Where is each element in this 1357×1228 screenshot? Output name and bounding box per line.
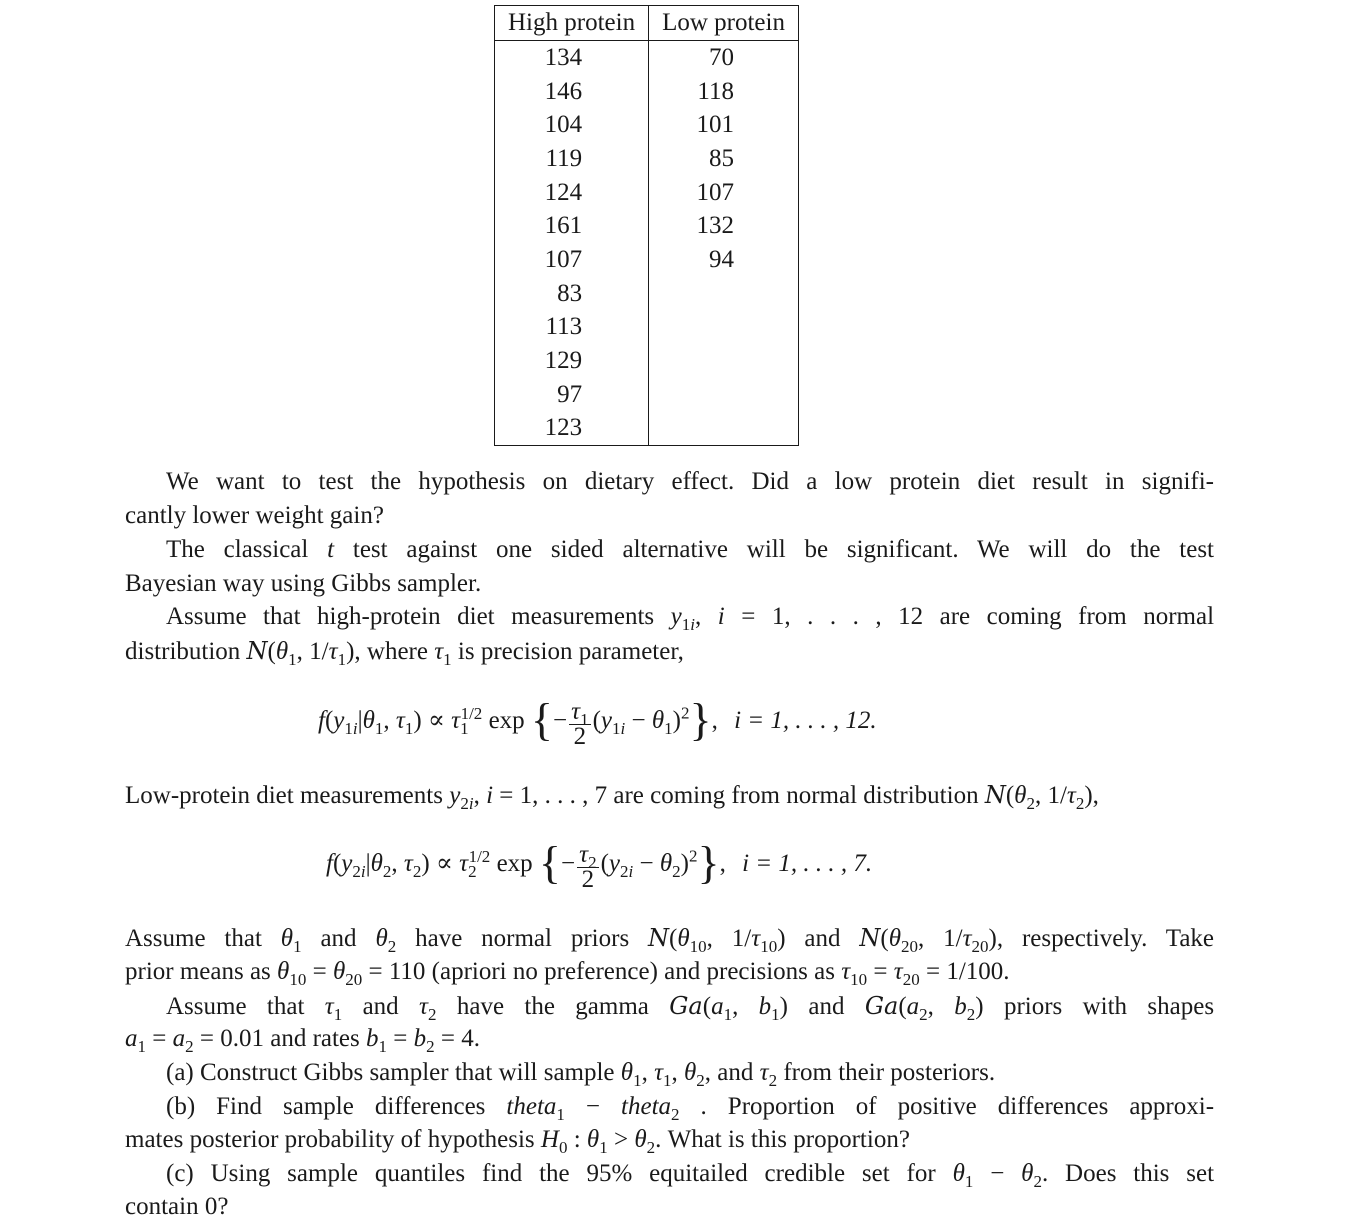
header-high-protein: High protein bbox=[495, 6, 649, 41]
table-row bbox=[495, 311, 799, 345]
table-row bbox=[495, 412, 799, 446]
cell-low-protein bbox=[649, 412, 799, 446]
cell-high-protein: 124 bbox=[495, 176, 649, 210]
cell-high-protein: 129 bbox=[495, 344, 649, 378]
table-row bbox=[495, 277, 799, 311]
paragraph-3-line-1: Assume that high-protein diet measurements $y_{1i}$, i = 1, . . . , 12 are coming from normal bbox=[166, 603, 1215, 634]
cell-high-protein: 161 bbox=[495, 209, 649, 243]
question-a: (a) Construct Gibbs sampler that will sample $\theta_1$, $\tau_1$, $\theta_2$, and $\tau_2$ from their posteriors. bbox=[166, 1059, 996, 1090]
table-header-row bbox=[495, 6, 799, 41]
cell-high-protein: 119 bbox=[495, 142, 649, 176]
paragraph-6-line-1: Assume that $\tau_1$ and $\tau_2$ have the gamma $Ga(a_1$, $b_1$) and $Ga(a_2$, $b_2$) priors with shapes bbox=[166, 992, 1215, 1024]
cell-high-protein: 123 bbox=[495, 412, 649, 446]
paragraph-1-line-2: cantly lower weight gain? bbox=[125, 502, 384, 529]
question-b-line-2: mates posterior probability of hypothesis $H_0$ : $\theta_1 > \theta_2$. What is this proportion? bbox=[125, 1126, 910, 1157]
paragraph-5-line-2: prior means as $\theta_{10} = \theta_{20} = 110$ (apriori no preference) and precisions as $\tau_{10} = \tau_{20} = 1/100$. bbox=[125, 958, 1010, 989]
cell-high-protein: 107 bbox=[495, 243, 649, 277]
cell-high-protein: 104 bbox=[495, 108, 649, 142]
data-table bbox=[494, 5, 799, 446]
table-row bbox=[495, 176, 799, 210]
cell-low-protein: 94 bbox=[649, 243, 799, 277]
cell-low-protein bbox=[649, 344, 799, 378]
equation-1: $f(y_{1i}|\theta_1$, $\tau_1) \propto \tau_1^{1/2}$ exp {− $\frac{\tau_1}{2}$ $(y_{1i} - \theta_1)^2$}, i = 1, . . . , 12. bbox=[318, 694, 877, 750]
cell-low-protein bbox=[649, 311, 799, 345]
cell-low-protein: 107 bbox=[649, 176, 799, 210]
cell-low-protein: 85 bbox=[649, 142, 799, 176]
cell-low-protein: 118 bbox=[649, 75, 799, 109]
question-c-line-2: contain 0? bbox=[125, 1193, 229, 1220]
equation-2-range: i = 1, . . . , 7. bbox=[742, 850, 873, 877]
paragraph-2-line-1: The classical t test against one sided alternative will be significant. We will do the test bbox=[166, 536, 1214, 563]
table-row bbox=[495, 75, 799, 109]
table-row bbox=[495, 243, 799, 277]
cell-high-protein: 83 bbox=[495, 277, 649, 311]
table-row bbox=[495, 209, 799, 243]
paragraph-6-line-2: $a_1 = a_2 = 0.01$ and rates $b_1 = b_2 = 4$. bbox=[125, 1025, 480, 1056]
cell-low-protein bbox=[649, 277, 799, 311]
paragraph-2-line-2: Bayesian way using Gibbs sampler. bbox=[125, 570, 482, 597]
question-c-line-1: (c) Using sample quantiles find the 95% equitailed credible set for $\theta_1 - \theta_2$. Does this set bbox=[166, 1160, 1215, 1191]
cell-high-protein: 113 bbox=[495, 311, 649, 345]
cell-high-protein: 146 bbox=[495, 75, 649, 109]
cell-high-protein: 134 bbox=[495, 41, 649, 75]
equation-1-range: i = 1, . . . , 12. bbox=[734, 707, 877, 734]
cell-low-protein bbox=[649, 378, 799, 412]
paragraph-5-line-1: Assume that $\theta_1$ and $\theta_2$ have normal priors $N(\theta_{10}$, $1/\tau_{10}$) and $N(\theta_{20}$, $1/\tau_{20}$), respectively. Take bbox=[125, 924, 1215, 956]
paragraph-3-line-2: distribution $N(\theta_1$, $1/\tau_1$), where $\tau_1$ is precision parameter, bbox=[125, 637, 684, 669]
table-row bbox=[495, 41, 799, 75]
paragraph-4: Low-protein diet measurements $y_{2i}$, i = 1, . . . , 7 are coming from normal distribution $N(\theta_2$, $1/\tau_2$), bbox=[125, 781, 1099, 813]
cell-low-protein: 70 bbox=[649, 41, 799, 75]
table-row bbox=[495, 344, 799, 378]
table-row bbox=[495, 142, 799, 176]
table-row bbox=[495, 378, 799, 412]
cell-low-protein: 132 bbox=[649, 209, 799, 243]
cell-high-protein: 97 bbox=[495, 378, 649, 412]
question-b-line-1: (b) Find sample differences theta$_1$ − theta$_2$ . Proportion of positive differences approxi- bbox=[166, 1093, 1215, 1124]
table-row bbox=[495, 108, 799, 142]
header-low-protein: Low protein bbox=[649, 6, 799, 41]
equation-2: $f(y_{2i}|\theta_2$, $\tau_2) \propto \tau_2^{1/2}$ exp {− $\frac{\tau_2}{2}$ $(y_{2i} - \theta_2)^2$}, i = 1, . . . , 7. bbox=[326, 837, 873, 893]
cell-low-protein: 101 bbox=[649, 108, 799, 142]
paragraph-1-line-1: We want to test the hypothesis on dietary effect. Did a low protein diet result in signifi- bbox=[166, 468, 1214, 495]
